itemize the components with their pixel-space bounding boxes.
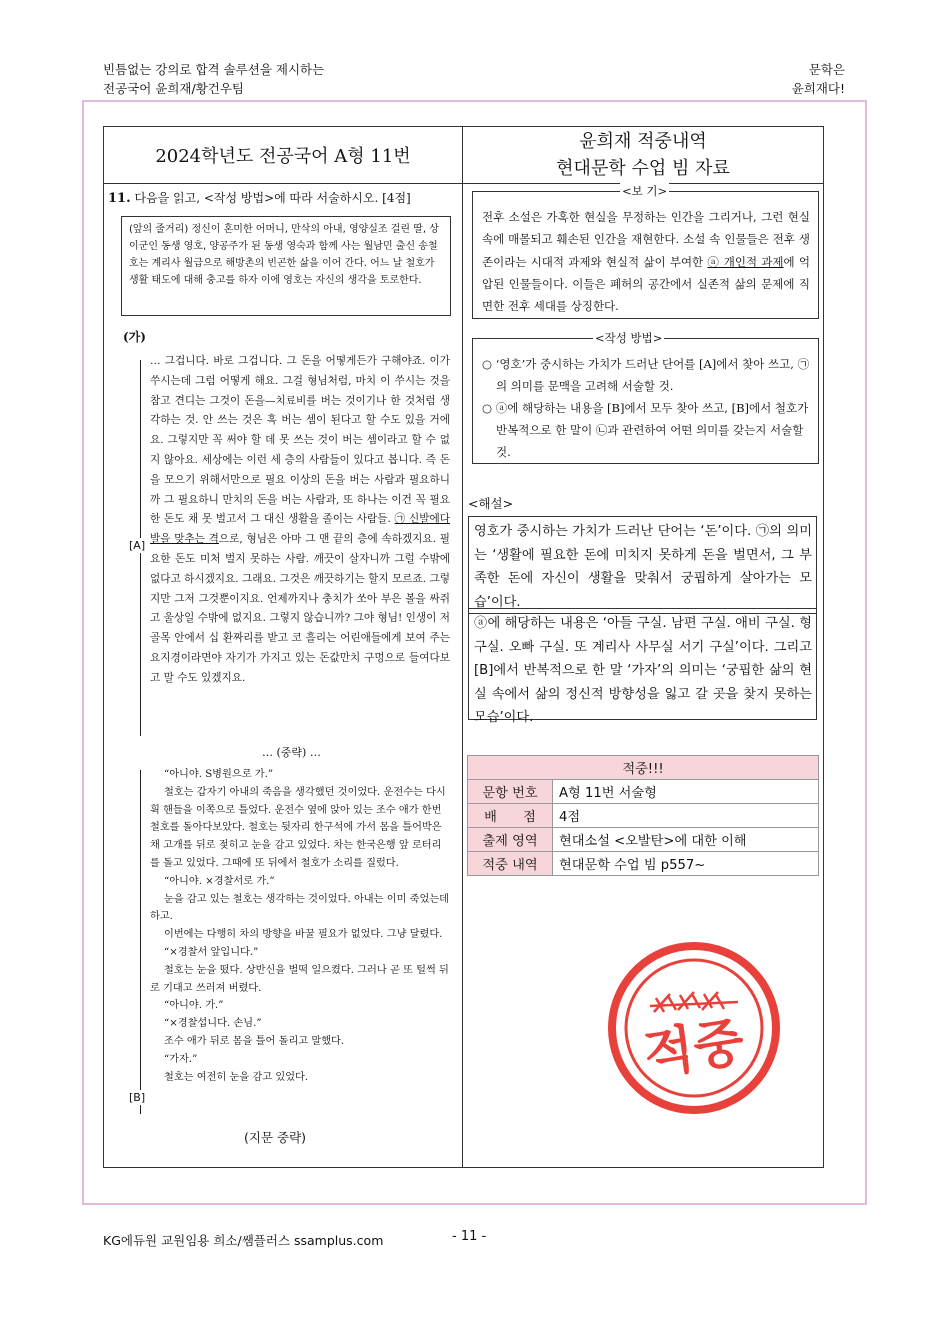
table-row xyxy=(468,780,819,804)
passage-b-line: 철호는 갑자기 아내의 죽음을 생각했던 것이었다. 운전수는 다시 휙 핸들을 이쪽으로 틀었다. 운전수 옆에 앉아 있는 조수 애가 한번 철호를 돌아다보았다. 철호는 뒷자리 한구석에 가서 몸을 틀어박은 채 고개를 뒤로 젖히고 눈을 감고 있었다. 차는 한국은행 앞 로터리를 돌고 있었다. 그때에 또 뒤에서 철호가 소리를 질렀다. xyxy=(150,786,446,869)
header-left xyxy=(103,60,324,98)
passage-b-line: “가자.” xyxy=(164,1053,198,1065)
table-row xyxy=(468,852,819,876)
hit-summary-table xyxy=(467,755,819,876)
label-b: [B] xyxy=(129,1091,146,1104)
hit-value: A형 11번 서술형 xyxy=(553,780,819,804)
header-team: 전공국어 윤희재/황건우팀 xyxy=(103,81,245,96)
hit-key: 배 점 xyxy=(468,804,553,828)
hit-key: 문항 번호 xyxy=(468,780,553,804)
method-label: <작성 방법> xyxy=(595,331,663,345)
stamp-text: 적중 xyxy=(639,1012,748,1086)
bogi-underline: ⓐ 개인적 과제 xyxy=(707,254,784,269)
passage-a-underline: ㉠ 신발에다 발을 맞추는 격 xyxy=(150,513,450,546)
header-slogan-2: 윤희재다! xyxy=(791,81,845,96)
bracket-b xyxy=(140,770,141,1114)
passage-b-line: “×경찰서 앞입니다.” xyxy=(164,946,259,958)
passage-b-line: 이번에는 다행히 차의 방향을 바꿀 필요가 없었다. 그냥 달렸다. xyxy=(164,929,443,941)
passage-b-line: “×경찰섭니다. 손님.” xyxy=(164,1018,262,1030)
page-number: - 11 - xyxy=(452,1229,487,1244)
footer-publisher: KG에듀원 교원임용 희소/쌤플러스 ssamplus.com xyxy=(103,1233,384,1248)
explanation-para-1: 영호가 중시하는 가치가 드러난 단어는 ‘돈’이다. ㉠의 의미는 ‘생활에 필요한 돈에 미치지 못하게 돈을 벌면서, 그 부족한 돈에 자신이 생활을 맞춰서 궁핍하게 살아가는 모습’이다. xyxy=(468,516,817,614)
table-row xyxy=(468,804,819,828)
passage-b-line: “아니야. S병원으로 가.” xyxy=(164,769,274,780)
middle-omission: … (중략) … xyxy=(262,746,321,759)
passage-a-text-1: … 그겁니다. 바로 그겁니다. 그 돈을 어떻게든가 구해야죠. 이가 쑤시는데 그럼 어떻게 해요. 그걸 형님처럼, 마치 이 쑤시는 것을 참고 견디는 그것이 돈을—치료비를 버는 것이기나 한 것처럼 생각하는 것. 안 쓰는 것은 혹 버는 셈이 된다고 할 수도 있을 거에요. 그렇지만 꼭 써야 할 데 못 쓰는 것이 버는 셈이라고 할 수 없지 않아요. 세상에는 이런 세 층의 사람들이 있다고 봅니다. 즉 돈을 모으기 위해서만으로 필요 이상의 돈을 버는 사람과 필요하니까 그 필요하니 만치의 돈을 버는 사람과, 또 하나는 이건 꼭 필요한 돈도 채 못 벌고서 그 대신 생활을 졸이는 사람들. xyxy=(150,355,450,526)
passage-b-line: 눈을 감고 있는 철호는 생각하는 것이었다. 아내는 이미 죽었는데 하고. xyxy=(150,893,450,923)
passage-b xyxy=(150,766,450,1086)
column-divider xyxy=(462,126,463,1168)
hit-key: 출제 영역 xyxy=(468,828,553,852)
hit-value: 현대소설 <오발탄>에 대한 이해 xyxy=(553,828,819,852)
plot-summary-box: (앞의 줄거리) 정신이 혼미한 어머니, 만삭의 아내, 영양실조 걸린 딸, 상이군인 동생 영호, 양공주가 된 동생 영숙과 함께 사는 월남민 출신 송철호는 계리사 월급으로 해방촌의 빈곤한 삶을 이어 간다. 어느 날 철호가 생활 태도에 대해 충고를 하자 이에 영호는 자신의 생각을 토로한다. xyxy=(121,216,451,316)
header-tagline: 빈틈없는 강의로 합격 솔루션을 제시하는 xyxy=(103,62,325,77)
method-item: ○ ⓐ에 해당하는 내용을 [B]에서 모두 찾아 쓰고, [B]에서 철호가 반복적으로 한 말이 ㉡과 관련하여 어떤 의미를 갖는지 서술할 것. xyxy=(482,401,809,459)
title-row-divider xyxy=(103,183,824,184)
hit-value: 현대문학 수업 빔 p557~ xyxy=(553,852,819,876)
passage-omitted-note: (지문 중략) xyxy=(244,1130,307,1145)
hit-table-title: 적중!!! xyxy=(468,756,819,780)
passage-b-line: “아니야. 가.” xyxy=(164,1000,224,1012)
hit-key: 적중 내역 xyxy=(468,852,553,876)
question-number: 11. xyxy=(108,191,131,206)
passage-b-line: 철호는 눈을 떴다. 상반신을 벌떡 일으켰다. 그러나 곧 또 털썩 뒤로 기대고 쓰러져 버렸다. xyxy=(150,964,449,994)
bogi-text-2: 에 억압된 인물들이다. 이들은 폐허의 공간에서 실존적 삶의 문제에 직면한 전후 세대를 상징한다. xyxy=(482,254,811,314)
header-slogan-1: 문학은 xyxy=(808,62,845,77)
writing-method-box xyxy=(472,338,819,464)
question-instruction: 다음을 읽고, <작성 방법>에 따라 서술하시오. [4점] xyxy=(134,191,411,205)
exam-title: 2024학년도 전공국어 A형 11번 xyxy=(155,146,411,167)
passage-a-text-2: 으로, 형님은 아마 그 맨 끝의 층에 속하겠지요. 필요한 돈도 미처 벌지 못하는 사람. 깨끗이 살자니까 그럴 수밖에 없다고 하시겠지요. 그래요. 그것은 깨끗하기는 할지 모르죠. 그렇지만 그저 그것뿐이지요. 언제까지나 충치가 쏘아 부은 볼을 싸쥐고 울상일 수밖에 없지요. 그렇지 않습니까? 그야 형님! 인생이 저 골목 안에서 십 환짜리를 받고 코 흘리는 어린애들에게 보여 주는 요지경이라면야 자기가 가지고 있는 돈값만치 구멍으로 들여다보고 말 수도 있겠지요. xyxy=(150,533,450,684)
part-label-ga: (가) xyxy=(123,330,146,344)
passage-a xyxy=(150,352,450,689)
hit-stamp-icon xyxy=(606,940,782,1116)
hit-value: 4점 xyxy=(553,804,819,828)
header-right xyxy=(792,60,845,98)
question-header xyxy=(108,189,411,206)
hit-title-line2: 현대문학 수업 빔 자료 xyxy=(556,158,730,179)
passage-b-line: “아니야. ×경찰서로 가.” xyxy=(164,875,275,887)
explanation-para-2: ⓐ에 해당하는 내용은 ‘아들 구실. 남편 구실. 애비 구실. 형 구실. 오빠 구실. 또 계리사 사무실 서기 구실’이다. 그리고 [B]에서 반복적으로 한 말 ‘가자’의 의미는 ‘궁핍한 삶의 현실 속에서 삶의 정신적 방향성을 잃고 갈 곳을 찾지 못하는 모습’이다. xyxy=(468,608,817,720)
hit-title-line1: 윤희재 적중내역 xyxy=(579,131,707,152)
bogi-text-1: 전후 소설은 가혹한 현실을 무정하는 인간을 그리거나, 그런 현실 속에 매몰되고 훼손된 인간을 재현한다. 소설 속 인물들은 전후 생존이라는 시대적 과제와 현실적 삶이 부여한 xyxy=(482,210,810,269)
explanation-label: <해설> xyxy=(468,496,514,511)
method-item: ○ ‘영호’가 중시하는 가치가 드러난 단어를 [A]에서 찾아 쓰고, ㉠의 의미를 문맥을 고려해 서술할 것. xyxy=(482,357,810,393)
passage-b-line: 조수 애가 뒤로 몸을 틀어 돌리고 말했다. xyxy=(164,1035,345,1047)
bogi-box xyxy=(472,191,819,319)
table-row xyxy=(468,756,819,780)
bogi-label: <보 기> xyxy=(622,184,668,198)
hit-title xyxy=(463,127,823,183)
label-a: [A] xyxy=(129,539,146,552)
table-row xyxy=(468,828,819,852)
passage-b-line: 철호는 여전히 눈을 감고 있었다. xyxy=(164,1071,309,1083)
